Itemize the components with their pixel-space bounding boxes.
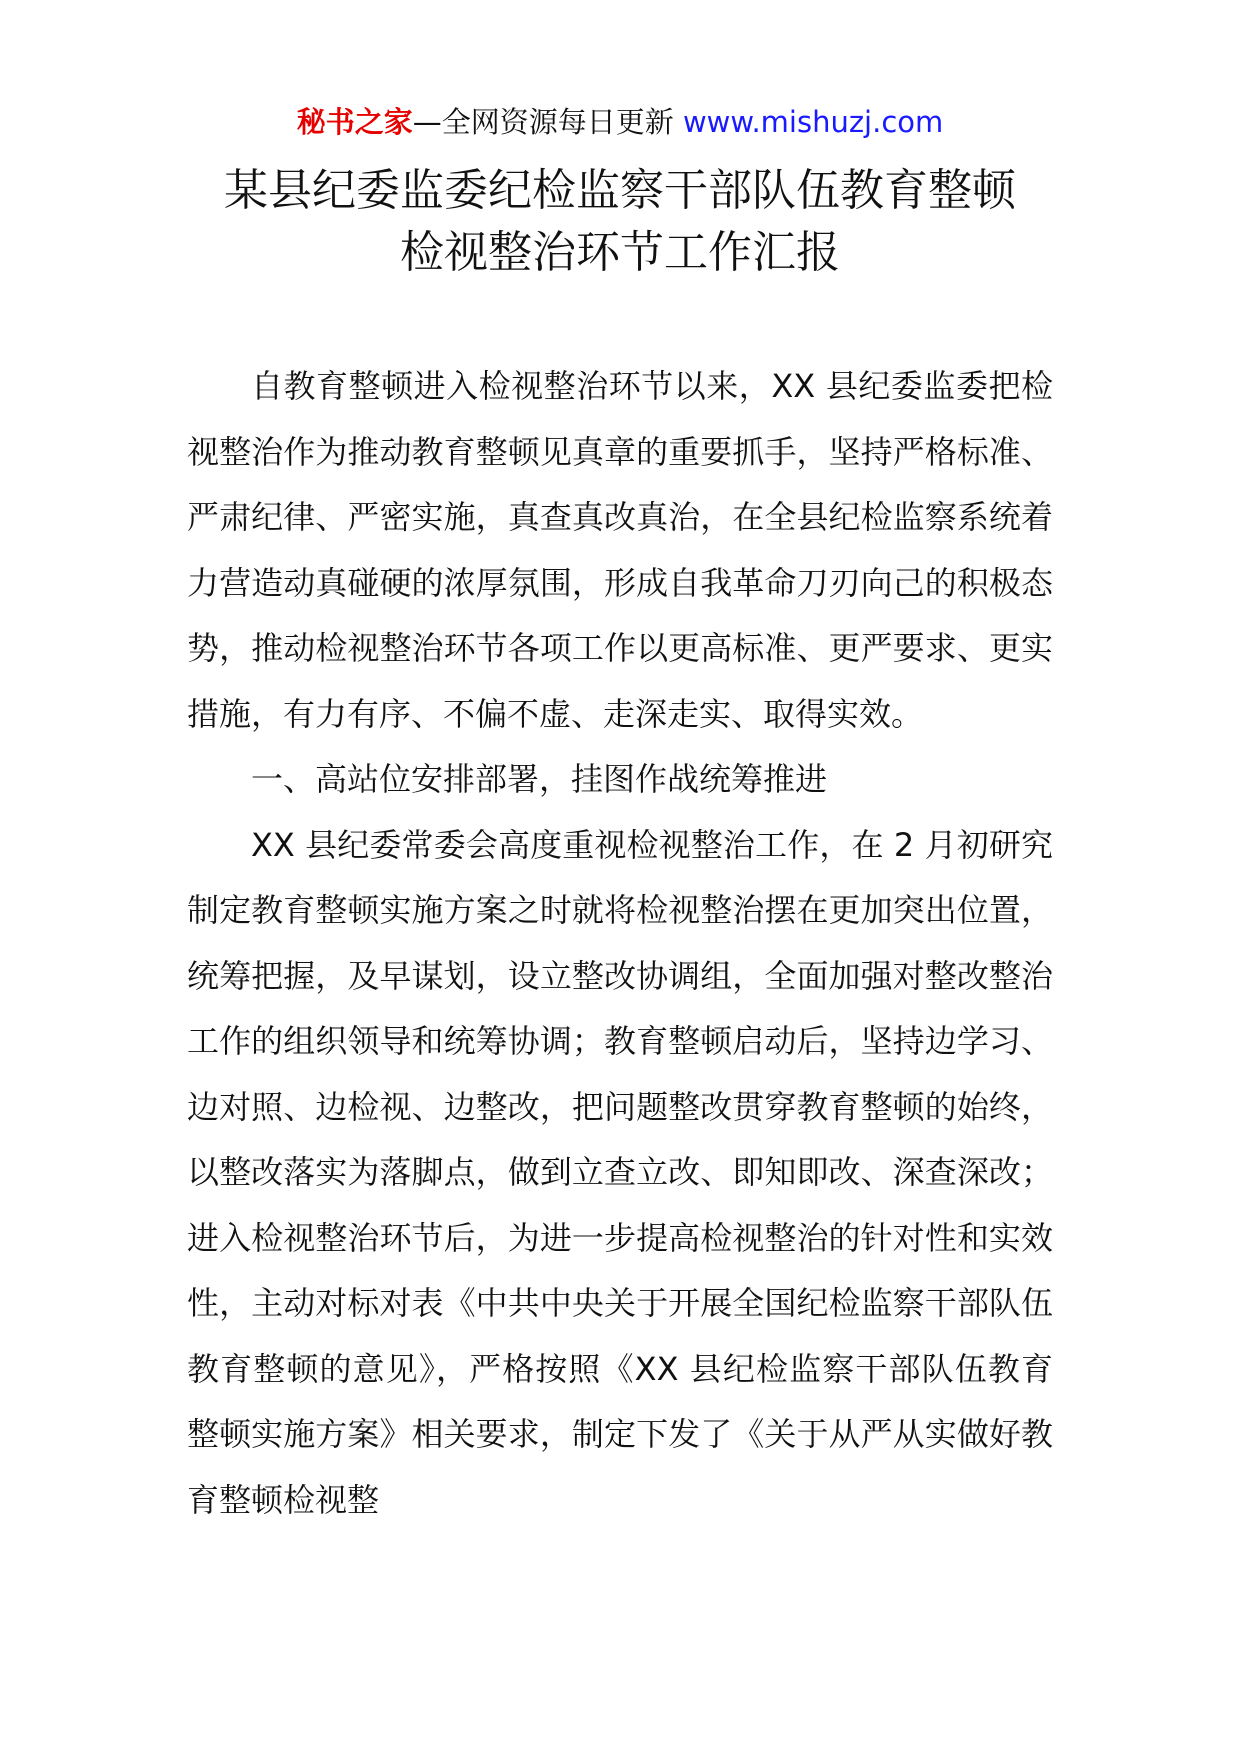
- site-tagline: —全网资源每日更新: [412, 105, 683, 139]
- document-title: [0, 160, 1240, 284]
- document-body: [187, 354, 1053, 1533]
- body-paragraph: 自教育整顿进入检视整治环节以来，XX 县纪委监委把检视整治作为推动教育整顿见真章的重要抓手，坚持严格标准、严肃纪律、严密实施，真查真改真治，在全县纪检监察系统着力营造动真碰硬的浓厚氛围，形成自我革命刀刃向己的积极态势，推动检视整治环节各项工作以更高标准、更严要求、更实措施，有力有序、不偏不虚、走深走实、取得实效。: [187, 367, 1053, 733]
- site-header: [0, 102, 1240, 142]
- site-brand: 秘书之家: [296, 105, 413, 139]
- site-url[interactable]: www.mishuzj.com: [682, 105, 944, 139]
- body-paragraph: XX 县纪委常委会高度重视检视整治工作，在 2 月初研究制定教育整顿实施方案之时就将检视整治摆在更加突出位置，统筹把握，及早谋划，设立整改协调组，全面加强对整改整治工作的组织领导和统筹协调；教育整顿启动后，坚持边学习、边对照、边检视、边整改，把问题整改贯穿教育整顿的始终，以整改落实为落脚点，做到立查立改、即知即改、深查深改；进入检视整治环节后，为进一步提高检视整治的针对性和实效性，主动对标对表《中共中央关于开展全国纪检监察干部队伍教育整顿的意见》，严格按照《XX 县纪检监察干部队伍教育整顿实施方案》相关要求，制定下发了《关于从严从实做好教育整顿检视整: [187, 825, 1053, 1519]
- title-line-2: 检视整治环节工作汇报: [400, 227, 840, 278]
- section-heading: 一、高站位安排部署，挂图作战统筹推进: [251, 760, 828, 798]
- title-line-1: 某县纪委监委纪检监察干部队伍教育整顿: [224, 165, 1016, 216]
